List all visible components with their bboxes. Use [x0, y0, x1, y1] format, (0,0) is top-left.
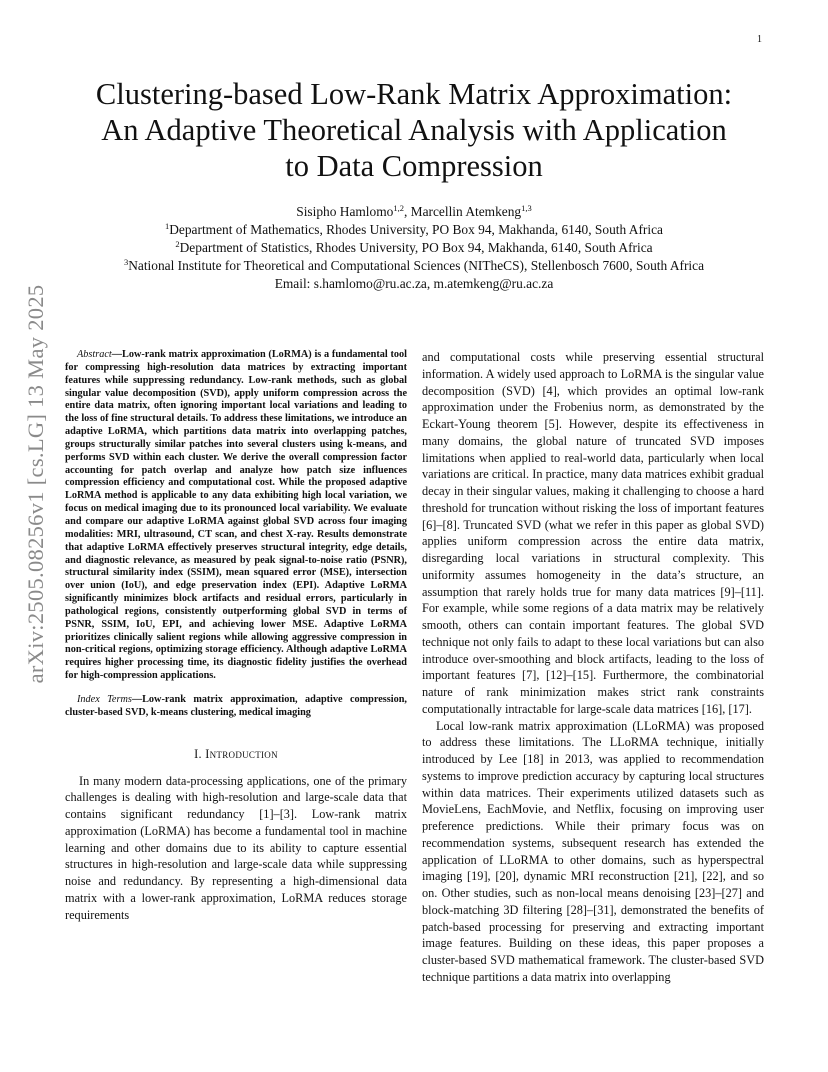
affiliation-1	[60, 221, 768, 239]
author-block	[60, 203, 768, 293]
section-heading-introduction	[65, 747, 407, 762]
author-2: Marcellin Atemkeng	[410, 204, 522, 219]
title-line-3: to Data Compression	[285, 149, 543, 183]
left-column	[65, 349, 407, 923]
author-1-superscript: 1,2	[393, 203, 404, 213]
index-terms-text: Low-rank matrix approximation, adaptive compression, cluster-based SVD, k-means clustering, medical imaging	[65, 693, 407, 718]
abstract	[65, 349, 407, 683]
affiliation-1-text: Department of Mathematics, Rhodes University, PO Box 94, Makhanda, 6140, South Africa	[169, 222, 663, 237]
title-line-2: An Adaptive Theoretical Analysis with Application	[101, 113, 727, 147]
affiliation-2	[60, 239, 768, 257]
section-title	[205, 747, 278, 761]
section-number: I.	[194, 746, 202, 761]
body-paragraph-llorma: Local low-rank matrix approximation (LLoRMA) was proposed to address these limitations. The LLoRMA technique, initially introduced by Lee [18] in 2013, was applied to recommendation systems to improve prediction accuracy by capturing local structures within data matrices. Their experiments utilized datasets such as MovieLens, EachMovie, and Netflix, focusing on improving user preference predictions. While their primary focus was on recommendation systems, subsequent research has extended the application of LLoRMA to other domains, such as hyperspectral imaging [19], [20], dynamic MRI reconstruction [21], [22], and so on. Other studies, such as non-local means denoising [23]–[27] and block-matching 3D filtering [28]–[31], demonstrated the benefits of patch-based processing for preserving and extracting important image features. Building on these ideas, this paper proposes a cluster-based SVD mathematical framework. The cluster-based SVD technique partitions a data matrix into overlapping	[422, 718, 764, 984]
author-2-superscript: 1,3	[521, 203, 532, 213]
index-terms	[65, 694, 407, 720]
affiliation-2-marker: 2	[175, 239, 180, 249]
index-terms-dash: —	[131, 693, 143, 705]
section-title-text: Introduction	[205, 746, 278, 761]
right-column	[422, 349, 764, 986]
affiliation-1-marker: 1	[164, 221, 170, 231]
author-separator: ,	[403, 204, 411, 219]
abstract-label: Abstract	[77, 349, 112, 360]
page-number: 1	[757, 34, 762, 45]
author-1: Sisipho Hamlomo	[296, 204, 394, 219]
affiliation-3-text: National Institute for Theoretical and Computational Sciences (NITheCS), Stellenbosch 7600, South Africa	[128, 258, 705, 273]
abstract-text: Low-rank matrix approximation (LoRMA) is a fundamental tool for compressing high-resolution data matrices by extracting important features while suppressing redundancy. Low-rank methods, such as global singular value decomposition (SVD), apply uniform compression across the entire data matrix, often ignoring important local variations and leading to the loss of fine structural details. To address these limitations, we introduce an adaptive LoRMA, which partitions data matrix into overlapping patches, groups structurally similar patches into several clusters using k-means, and performs SVD within each cluster. We derive the overall compression factor accounting for patch overlap and analyze how patch size influences compression efficiency and computational cost. While the proposed adaptive LoRMA method is applicable to any data exhibiting high local variation, we focus on medical imaging due to its pronounced local variability. We evaluate and compare our adaptive LoRMA against global SVD across four imaging modalities: MRI, ultrasound, CT scan, and chest X-ray. Results demonstrate that adaptive LoRMA effectively preserves structural integrity, edge details, and diagnostic relevance, as measured by peak signal-to-noise ratio (PSNR), structural similarity index (SSIM), mean squared error (MSE), intersection over union (IoU), and edge preservation index (EPI). Adaptive LoRMA significantly minimizes block artifacts and residual errors, particularly in pathological regions, consistently outperforming global SVD in terms of PSNR, SSIM, IoU, EPI, and achieving lower MSE. Adaptive LoRMA prioritizes clinically salient regions while allowing aggressive compression in non-critical regions, optimizing storage efficiency. Although adaptive LoRMA requires higher processing time, its diagnostic fidelity justifies the overhead for high-compression applications.	[65, 349, 407, 682]
arxiv-stamp-text: arXiv:2505.08256v1 [cs.LG] 13 May 2025	[23, 284, 48, 684]
title-line-1: Clustering-based Low-Rank Matrix Approximation:	[95, 77, 733, 111]
affiliation-3	[60, 257, 768, 275]
introduction-paragraph-1: In many modern data-processing applications, one of the primary challenges is dealing with high-resolution and large-scale data that contains significant redundancy [1]–[3]. Low-rank matrix approximation (LoRMA) has become a fundamental tool in machine learning and other domains due to its ability to capture essential structures in high-resolution and large-scale data while suppressing noise and redundancy. By representing a high-dimensional data matrix with a lower-rank approximation, LoRMA reduces storage requirements	[65, 773, 407, 922]
email-line: Email: s.hamlomo@ru.ac.za, m.atemkeng@ru.ac.za	[274, 276, 554, 291]
abstract-dash: —	[111, 349, 122, 360]
author-names	[60, 203, 768, 221]
index-terms-label: Index Terms	[77, 693, 132, 705]
affiliation-2-text: Department of Statistics, Rhodes University, PO Box 94, Makhanda, 6140, South Africa	[179, 240, 653, 255]
affiliation-3-marker: 3	[123, 257, 129, 267]
body-paragraph-continued: and computational costs while preserving essential structural information. A widely used approach to LoRMA is the singular value decomposition (SVD) [4], which provides an optimal low-rank approximation under the Frobenius norm, as demonstrated by the Eckart-Young theorem [5]. However, despite its effectiveness in many domains, the global nature of truncated SVD imposes limitations when applied to real-world data, particularly when local variations are critical. In practice, many data matrices exhibit gradual decay in their singular values, making it challenging to choose a hard threshold for truncation without risking the loss of important features [6]–[8]. Truncated SVD (what we refer in this paper as global SVD) applies uniform compression across the entire data matrix, disregarding local variations in structural complexity. This uniformity assumes homogeneity in the data’s structure, an assumption that rarely holds true for many data matrices [9]–[11]. For example, while some regions of a data matrix may be relatively smooth, others can contain important features. The global SVD technique not only fails to adapt to these local variations but can also introduce over-smoothing and block artifacts, leading to the loss of important features [7], [12]–[15]. Furthermore, the combinatorial nature of rank minimization makes strict rank constraints computationally intractable for large-scale data matrices [16], [17].	[422, 350, 764, 716]
paper-title	[60, 76, 768, 184]
